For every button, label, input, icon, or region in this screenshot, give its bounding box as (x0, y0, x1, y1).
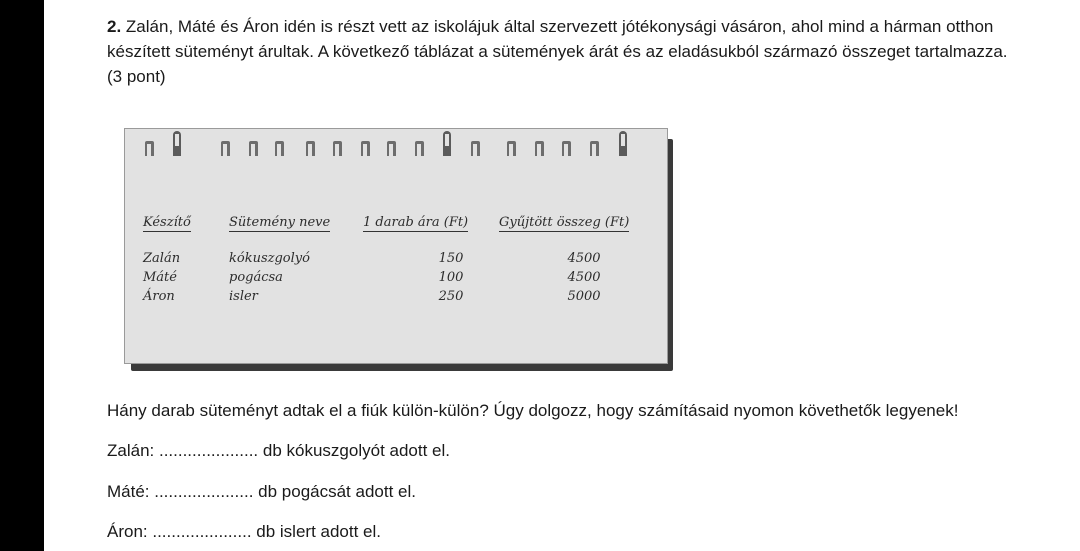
ring-icon (507, 141, 516, 156)
cell-price: 250 (438, 289, 464, 304)
table-header-row (143, 215, 639, 249)
answer-line-mate: Máté: ..................... db pogácsát adott el. (107, 482, 416, 501)
notebook-card (124, 128, 668, 364)
header-unit-price: 1 darab ára (Ft) (363, 215, 469, 230)
ring-icon (387, 141, 396, 156)
ring-icon (590, 141, 599, 156)
question-text: Hány darab süteményt adtak el a fiúk külön-külön? Úgy dolgozz, hogy számításaid nyomon követhetők legyenek! (107, 401, 959, 420)
ring-icon (221, 141, 230, 156)
ring-icon (249, 141, 258, 156)
task-number: 2. (107, 17, 122, 36)
ring-icon (173, 131, 181, 156)
ring-icon (306, 141, 315, 156)
cell-sum: 4500 (567, 251, 601, 266)
cell-maker: Áron (143, 289, 175, 304)
ring-icon (471, 141, 480, 156)
cell-cake: isler (229, 289, 258, 304)
header-cake-name: Sütemény neve (229, 215, 331, 230)
ring-icon (562, 141, 571, 156)
table-row (143, 287, 639, 306)
left-black-border (0, 0, 44, 551)
spiral-binding (125, 129, 667, 169)
cake-table (143, 215, 639, 306)
ring-icon (361, 141, 370, 156)
ring-icon (443, 131, 451, 156)
cell-cake: pogácsa (229, 270, 283, 285)
answer-line-zalan: Zalán: ..................... db kókuszgolyót adott el. (107, 441, 450, 460)
task-description: Zalán, Máté és Áron idén is részt vett az iskolájuk által szervezett jótékonysági vásáron, ahol mind a hárman otthon készített süteményt árultak. A következő táblázat a sütemények árát és az eladásukból származó összeget tartalmazza. (3 pont) (107, 17, 1008, 86)
ring-icon (333, 141, 342, 156)
cell-sum: 5000 (567, 289, 601, 304)
cell-cake: kókuszgolyó (229, 251, 310, 266)
table-row (143, 268, 639, 287)
cell-maker: Zalán (143, 251, 181, 266)
task-text (107, 14, 1027, 89)
cell-sum: 4500 (567, 270, 601, 285)
cell-price: 100 (438, 270, 464, 285)
ring-icon (535, 141, 544, 156)
cell-maker: Máté (143, 270, 177, 285)
ring-icon (275, 141, 284, 156)
answer-line-aron: Áron: ..................... db islert adott el. (107, 522, 382, 541)
ring-icon (619, 131, 627, 156)
table-row (143, 249, 639, 268)
ring-icon (415, 141, 424, 156)
header-collected-sum: Gyűjtött összeg (Ft) (499, 215, 630, 230)
ring-icon (145, 141, 154, 156)
header-maker: Készítő (143, 215, 191, 230)
cell-price: 150 (438, 251, 464, 266)
